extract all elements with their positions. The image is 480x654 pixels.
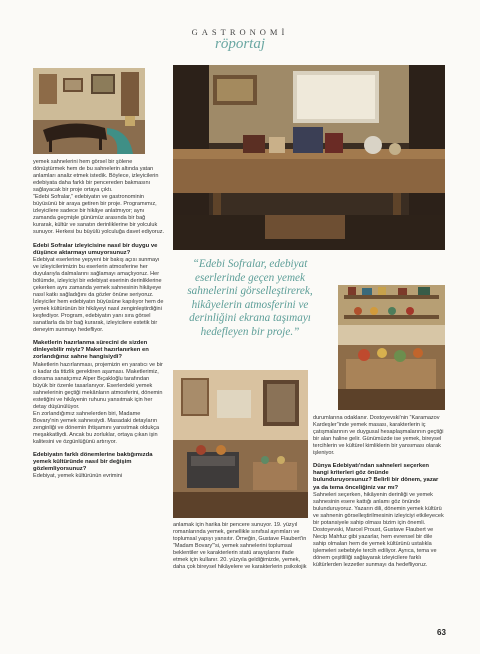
section-subtitle: röportaj: [214, 36, 265, 52]
pull-quote: “Edebi Sofralar, edebiyat eserlerinde geçen yemek sahnelerini görselleştirerek, hikâyelerin atmosferini ve derinliğini ekrana taşımayı hedefleyen bir proje.”: [187, 258, 313, 338]
interview-answer: En zorlandığımız sahnelerden biri, Madame Bovary'nin yemek sahnesiydi. Masadaki detayların zenginliği ve dönemin ihtişamını yansıtmak oldukça meşakkatliydi. Ancak bu zorluklar, ortaya çıkan işin kalitesini ve özgünlüğünü artırıyor.: [33, 410, 160, 446]
interview-answer: Edebiyat eserlerine yepyeni bir bakış açısı sunmayı ve izleyicilerimizin bu eserlerin atmosferine her duyularıyla dalmalarını sağlamayı amaçlıyoruz. Her bölümde, izleyiciyi bir edebiyat eserinin derinliklerine çekerken aynı zamanda yemek sahnesinin hikâyeye nasıl katkı sağladığını da gözler önüne seriyoruz. İzleyiciler hem edebiyatın büyüsüne kapılıyor hem de yemek kültürünün bir hikâyeyi nasıl zenginleştirdiğini keşfediyor. Program, edebiyatın yanı sıra görsel sanatlarla da bir bağ kurarak, izleyicilere estetik bir deneyim sunmayı hedefliyor.: [33, 256, 164, 334]
interview-question: Maketlerin hazırlanma sürecini de sizden dinleyebilir miyiz? Maket hazırlanırken en zorlandığınız sahne hangisiydi?: [33, 340, 149, 361]
interview-question: Dünya Edebiyatı'ndan sahneleri seçerken hangi kriterleri göz önünde bulunduruyorsunuz? Belirli bir dönem, yazar ya da tema önceliğiniz var mı?: [313, 463, 439, 491]
column-left: [33, 159, 165, 480]
photo-pottery-shelf: [338, 285, 445, 410]
column-middle: [173, 522, 308, 571]
section-title: GASTRONOMİ: [191, 27, 289, 37]
intro-paragraph: “Edebi Sofralar,” edebiyatın ve gastronominin büyüsünü bir araya getiren bir proje. Programımız, izleyicilere sadece bir hikâye anlatmıyor; aynı zamanda geçmişle günümüz arasında bir bağ kurarak, kültür ve sanatın derinliklerine bir yolculuk sunuyor. Herkesi bu büyülü yolculuğa davet ediyoruz.: [33, 194, 165, 236]
interview-question: Edebiyatın farklı dönemlerine baktığımızda yemek kültüründe nasıl bir değişim gözlemliyorsunuz?: [33, 452, 153, 473]
page-number: 63: [437, 628, 446, 637]
interview-answer: anlamak için harika bir pencere sunuyor. 19. yüzyıl romanlarında yemek, genellikle sınıfsal ayrımları ve toplumsal yapıyı yansıtır. Örneğin, Gustave Flaubert'in “Madam Bovary”'si, yemek sahnelerini toplumsal beklentiler ve karakterlerin statü arayışlarını ifade etmek için kullanır. 20. yüzyıla geldiğimizde, yemek, daha çok bireysel hikâyelere ve karakterlerin psikolojik: [173, 522, 307, 571]
photo-kitchen-diorama: [173, 65, 445, 250]
interview-answer: durumlarına odaklanır. Dostoyevski'nin “Karamazov Kardeşler”inde yemek masası, karakterlerin iç çatışmalarının ve duygusal hesaplaşmalarının geçtiği bir alan haline gelir. Günümüzde ise yemek, bireysel tercihlerin ve kültürel kimliklerin bir yansıması olarak işleniyor.: [313, 415, 444, 457]
intro-paragraph: yemek sahnelerini hem görsel bir şölene dönüştürmek hem de bu sahnelerin altında yatan anlamları analiz etmek istedik. Böylece, izleyicilerin edebiyata daha farklı bir pencereden bakmasını sağlayacak bir proje ortaya çıktı.: [33, 159, 159, 194]
photo-room-diorama: [33, 68, 145, 154]
interview-answer: Edebiyat, yemek kültürünün evrimini: [33, 473, 123, 480]
interview-answer: Maketlerin hazırlanması, projemizin en yaratıcı ve bir o kadar da titizlik gerektiren aşaması. Maketlerimiz, diorama sanatçımız Alper Bıçakloğlu tarafından büyük bir özenle tasarlanıyor. Eserlerdeki yemek sahnelerinin geçtiği mekânların atmosferini, dönemin estetiğini ve hikâyenin ruhunu yansıtmak için her detay düşünülüyor.: [33, 361, 163, 410]
column-right: [313, 415, 446, 569]
interview-answer: Sahneleri seçerken, hikâyenin derinliği ve yemek sahnesinin esere kattığı anlamı göz önünde bulunduruyoruz. Yazarın dili, dönemin yemek kültürü ve sahnenin görselleştirilmesinin izleyiciyi etkileyecek bir potansiyele sahip olması bizim için önemli. Dostoyevski, Marcel Proust, Gustave Flaubert ve Necip Mahfuz gibi yazarlar, hem evrensel bir dile sahip olmaları hem de yemek kültürünü ustalıkla işlemeleri sebebiyle tercih ediliyor. Ayrıca, tema ve dönem çeşitliliği sağlayarak izleyicilere farklı kültürlerden lezzetler sunmayı da hedefliyoruz.: [313, 491, 444, 569]
photo-stove-room: [173, 370, 308, 518]
interview-question: Edebi Sofralar izleyicisine nasıl bir duygu ve düşünce aktarmayı umuyorsunuz?: [33, 242, 158, 256]
